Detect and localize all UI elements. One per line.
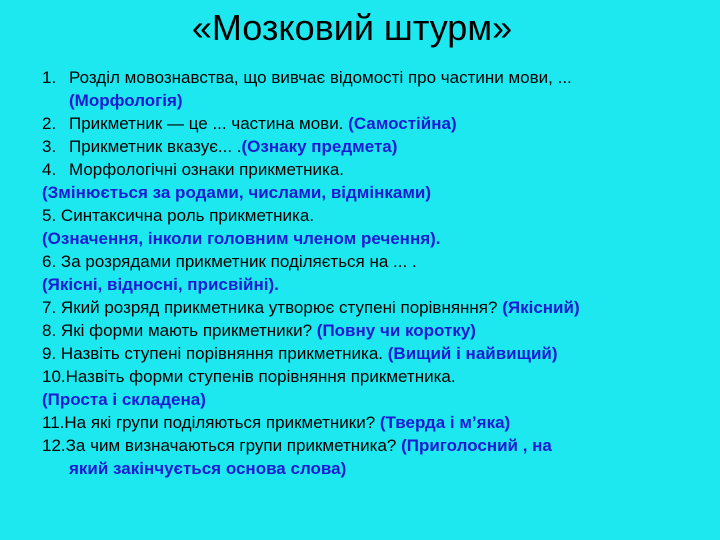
- item-answer: (Вищий і найвищий): [387, 344, 558, 363]
- item-answer: (Приголосний , на: [401, 436, 552, 455]
- item-answer: (Повну чи коротку): [316, 321, 476, 340]
- item-number: 2.: [42, 114, 57, 133]
- item-number: 1.: [42, 68, 57, 87]
- item-question: Прикметник вказує... .: [69, 137, 242, 156]
- list-item: [42, 434, 712, 457]
- question-list: [42, 66, 712, 480]
- list-item: [42, 158, 712, 181]
- item-question: Синтаксична роль прикметника.: [60, 206, 315, 225]
- list-item-answer-line: [42, 89, 712, 112]
- item-answer-continued: який закінчується основа слова): [69, 459, 347, 478]
- item-number: 6.: [42, 252, 57, 271]
- item-number: 8.: [42, 321, 57, 340]
- item-question: Прикметник — це ... частина мови.: [69, 114, 344, 133]
- list-item: [42, 411, 712, 434]
- list-item: [42, 112, 712, 135]
- item-answer: (Означення, інколи головним членом речення).: [42, 229, 441, 248]
- item-question: На які групи поділяються прикметники?: [64, 413, 376, 432]
- item-answer: (Якісні, відносні, присвійні).: [42, 275, 279, 294]
- item-answer: (Проста і складена): [42, 390, 206, 409]
- item-answer: (Якісний): [502, 298, 580, 317]
- item-question: Назвіть форми ступенів порівняння прикметника.: [65, 367, 456, 386]
- item-question: Який розряд прикметника утворює ступені порівняння?: [60, 298, 498, 317]
- list-item: [42, 319, 712, 342]
- list-item: [42, 342, 712, 365]
- item-number: 4.: [42, 160, 57, 179]
- item-number: 9.: [42, 344, 57, 363]
- slide-title: «Мозковий штурм»: [191, 7, 513, 48]
- list-item-answer-line: [42, 388, 712, 411]
- item-number: 10.: [42, 367, 66, 386]
- item-answer: (Ознаку предмета): [241, 137, 398, 156]
- list-item: [42, 66, 712, 89]
- item-answer: (Морфологія): [69, 91, 183, 110]
- item-number: 7.: [42, 298, 57, 317]
- item-question: За розрядами прикметник поділяється на ... .: [60, 252, 417, 271]
- item-question: Які форми мають прикметники?: [60, 321, 313, 340]
- item-question: Морфологічні ознаки прикметника.: [69, 160, 345, 179]
- item-question: Назвіть ступені порівняння прикметника.: [60, 344, 384, 363]
- item-answer: (Змінюється за родами, числами, відмінками): [42, 183, 432, 202]
- item-question: Розділ мовознавства, що вивчає відомості про частини мови, ...: [69, 68, 572, 87]
- list-item-answer-line: [42, 273, 712, 296]
- list-item-answer-line: [42, 181, 712, 204]
- item-answer: (Тверда і м’яка): [379, 413, 511, 432]
- item-number: 5.: [42, 206, 57, 225]
- item-question: За чим визначаються групи прикметника?: [65, 436, 397, 455]
- item-number: 12.: [42, 436, 66, 455]
- list-item: [42, 296, 712, 319]
- list-item-answer-line: [42, 227, 712, 250]
- list-item-answer-line: [42, 457, 712, 480]
- item-number: 3.: [42, 137, 57, 156]
- item-number: 11.: [42, 413, 65, 432]
- list-item: [42, 204, 712, 227]
- list-item: [42, 365, 712, 388]
- list-item: [42, 135, 712, 158]
- item-answer: (Самостійна): [348, 114, 457, 133]
- list-item: [42, 250, 712, 273]
